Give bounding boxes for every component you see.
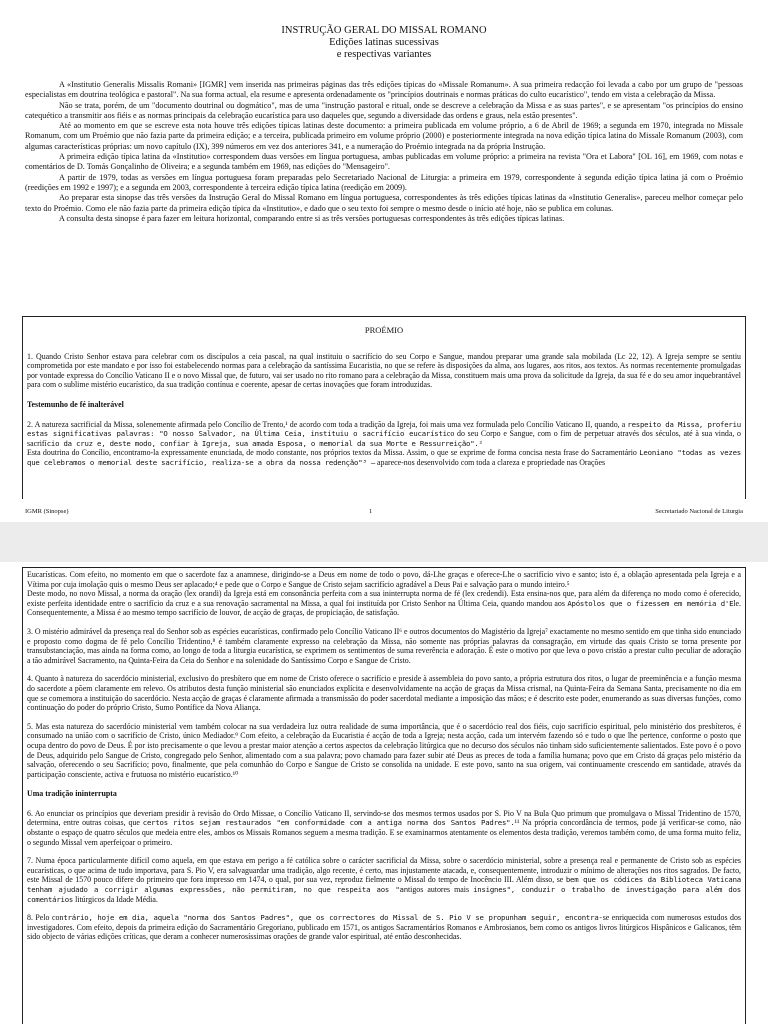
proemio-box: [22, 316, 746, 499]
handwritten-text: Leoniano "todas as vezes que celebramos o memorial deste sacrifício, realiza-se a obra da nossa redenção"³ –: [27, 448, 741, 467]
handwritten-text: bem que os códices da Biblioteca Vaticana tenham ajudado a corrigir algumas expressões, não permitiram, no que respeita aos "an: [27, 875, 741, 895]
paragraph-2-end: Deste modo, no novo Missal, a norma da oração (lex orandi) da Igreja está em consonância perfeita com a sua ininterrupta norma de fé (lex credendi). Esta ensina-nos que, para além da diferença no modo como é oferecido, existe perfeita identidade entre o sacrifício da cruz e a sua renovação sacramental na Missa, a qual foi instituída por Cristo Senhor na Última Ceia, quando mandou aos Apóstolos que o fizessem em memória d'Ele. Consequentemente, a Missa é ao mesmo tempo sacrifício de louvor, de acção de graças, de propiciação, de satisfação.: [27, 589, 741, 618]
document-subtitle: Edições latinas sucessivas: [329, 37, 439, 48]
paragraph-2-end: Eucarísticas. Com efeito, no momento em que o sacerdote faz a anamnese, dirigindo-se a Deus em nome de todo o povo, dá-Lhe graças e oferece-Lhe o sacrifício vivo e santo; isto é, a oblação apresentada pela Igreja e a Vítima por cuja imolação quis o mesmo Deus ser aplacado;⁴ e pede que o Corpo e Sangue de Cristo sejam sacrifício agradável a Deus Pai e salvação para o mundo inteiro.⁵: [27, 570, 741, 589]
intro-paragraph: Ao preparar esta sinopse das três versões da Instrução Geral do Missal Romano em língua portuguesa, correspondentes às três edições típicas latinas da «Institutio Generalis», pareceu melhor começar pelo texto do Proémio. Como ele não fazia parte da primeira edição típica da «Institutio», e dado que o seu texto foi sempre o mesmo desde o início até hoje, não se publica em colunas.: [25, 193, 743, 213]
paragraph-6: 6. Ao enunciar os princípios que deveriam presidir à revisão do Ordo Missae, o Concílio Vaticano II, servindo-se dos mesmos termos usados por S. Pio V na Bula Quo primum que promulgava o Missal Tridentino de 1570, determina, entre outras coisas, que certos ritos sejam restaurados "em conformidade com a antiga norma dos Santos Padres".¹¹ Na própria concordância de termos, pode já verificar-se como, não obstante o espaço de quatro séculos que medeia entre eles, ambos os Missais Romanos seguem a mesma tradição. E se examinarmos atentamente os elementos desta tradição, veremos também como, de uma forma muito feliz, o segundo Missal vem aperfeiçoar o primeiro.: [27, 808, 741, 847]
handwritten-text: certos ritos sejam restaurados "em conformidade com a antiga norma dos Santos Padres".: [142, 818, 515, 828]
intro-paragraph: Não se trata, porém, de um "documento doutrinal ou dogmático", mas de uma "instrução pastoral e ritual, onde se descreve a celebração da Missa e as suas partes", e se apresentam "os princípios do ensino catequético a transmitir aos fiéis e as normas principais da celebração eucarística para uso daqueles que, segundo a diversidade das ordens e graus, nela estão presentes".: [25, 100, 743, 120]
page-2: [0, 562, 768, 1024]
paragraph-4: 4. Quanto à natureza do sacerdócio ministerial, exclusivo do presbítero que em nome de Cristo oferece o sacrifício e preside à assembleia do povo santo, a própria estrutura dos ritos, o lugar de preeminência e a função mesma do sacerdote a põem claramente em relevo. Os atributos desta função ministerial são enunciados explícita e desenvolvidamente na acção de graças da Missa crismal, na Quinta-Feira da Semana Santa, precisamente no dia em que se comemora a instituição do sacerdócio. Nesta acção de graças é claramente afirmada a transmissão do poder sacerdotal mediante a imposição das mãos; e é descrito este poder, enumerando as suas diversas funções, como continuação do poder do próprio Cristo, Sumo Pontífice da Nova Aliança.: [27, 674, 741, 713]
proemio-box-continued: [22, 567, 746, 1024]
document-subtitle: e respectivas variantes: [336, 49, 432, 60]
paragraph-2-cont: Esta doutrina do Concílio, encontramo-la expressamente enunciada, de modo constante, nos próprios textos da Missa. Assim, o que se exprime de forma concisa nesta frase do Sacramentário Leoniano "todas as vezes que celebramos o memorial deste sacrifício, realiza-se a obra da nossa redenção"³ – aparece-nos desenvolvido com toda a clareza e propriedade nas Orações: [27, 448, 741, 467]
intro-paragraph: A partir de 1979, todas as versões em língua portuguesa foram preparadas pelo Secretariado Nacional de Liturgia: a primeira em 1979, correspondente à segunda edição típica latina já com o Proémio (reedições em 1992 e 1997); e a segunda em 2003, correspondente à terceira edição típica latina (reedição em 2009).: [25, 172, 743, 192]
page-gap: [0, 522, 768, 562]
paragraph-7: 7. Numa época particularmente difícil como aquela, em que estava em perigo a fé católica sobre o carácter sacrificial da Missa, sobre o sacerdócio ministerial, sobre a presença real e permanente de Cristo sob as espécies eucarísticas, o que acima de tudo importava, para S. Pio V, era salvaguardar uma tradição, algo recente, é certo, mas injustamente atacada, e, consequentemente, introduzir o mínimo de alterações nos ritos sagrados. De facto, este Missal de 1570 pouco difere do primeiro que fora impresso em 1474, o qual, por sua vez, reproduz fielmente o Missal do tempo de Inocêncio III. Além disso, se bem que os códices da Biblioteca Vaticana tenham ajudado a corrigir algumas expressões, não permitiram, no que respeita aos "antigos autores mais insignes", conduzir o trabalho de investigação para além dos comentários litúrgicos da Idade Média.: [27, 856, 742, 904]
introduction: [25, 80, 743, 224]
subheading: Testemunho de fé inalterável: [27, 399, 124, 409]
paragraph-2: 2. A natureza sacrificial da Missa, solenemente afirmada pelo Concílio de Trento,¹ de acordo com toda a tradição da Igreja, foi mais uma vez formulada pelo Concílio Vaticano II, quando, a respeito da Missa, proferiu estas significativas palavras: "O nosso Salvador, na Última Ceia, instituiu o sacrifício eucarístico do seu Corpo e Sangue, com o fim de perpetuar através dos séculos, até à sua vinda, o sacrifício da cruz e, deste modo, confiar à Igreja, sua amada Esposa, o memorial da sua Morte e Ressurreição".²: [27, 419, 741, 448]
footer-right: Secretariado Nacional de Liturgia: [655, 508, 743, 515]
subheading: Uma tradição ininterrupta: [27, 789, 117, 799]
paragraph-5: 5. Mas esta natureza do sacerdócio ministerial vem também colocar na sua verdadeira luz outra realidade de suma importância, que é o sacerdócio real dos fiéis, cujo sacrifício espiritual, pelo ministério dos presbíteros, é consumado na união com o sacrifício de Cristo, único Mediador.⁹ Com efeito, a celebração da Eucaristia é acção de toda a Igreja; nesta acção, cada um intervém fazendo só e tudo o que lhe pertence, conforme o posto que ocupa dentro do povo de Deus. É por isto precisamente o que levou a prestar maior atenção a certos aspectos da celebração litúrgica que no decurso dos séculos não tinham sido suficientemente salientados. Este povo é o povo de Deus, adquirido pelo Sangue de Cristo, congregado pelo Senhor, alimentado com a sua palavra; povo chamado para fazer subir até Deus as preces de toda a família humana; povo que em Cristo dá graças pelo mistério da salvação, oferecendo o seu Sacrifício; povo, finalmente, que pela comunhão do Corpo e Sangue de Cristo se consolida na unidade. E este povo, santo na sua origem, vai continuamente crescendo em santidade, através da participação consciente, activa e frutuosa no mistério eucarístico.¹⁰: [27, 721, 741, 779]
paragraph-3: 3. O mistério admirável da presença real do Senhor sob as espécies eucarísticas, confirmado pelo Concílio Vaticano II⁶ e outros documentos do Magistério da Igreja⁷ exactamente no mesmo sentido em que tinha sido enunciado e proposto como dogma de fé pelo Concílio Tridentino,⁸ é também claramente expresso na celebração da Missa, não somente nas próprias palavras da consagração, em virtude das quais Cristo se torna presente por transubstanciação, mas ainda na forma como, ao longo de toda a liturgia eucarística, se exprimem os sentimentos de suma reverência e adoração. É este o motivo por que leva o povo cristão a prestar culto peculiar de adoração a tão admirável Sacramento, na Quinta-Feira da Ceia do Senhor e na solenidade do Santíssimo Corpo e Sangue de Cristo.: [27, 626, 741, 665]
intro-paragraph: A primeira edição típica latina da «Institutio» correspondem duas versões em língua portuguesa, ambas publicadas em volume próprio: a primeira na revista "Ora et Labora" [OL 16], em 1969, com notas e comentários de D. Tomás Gonçalinho de Oliveira; e a segunda também em 1969, nas edições do "Mensageiro".: [25, 152, 743, 172]
handwritten-text: respeito da Missa, proferiu estas significativas palavras: "O nosso Salvador, na Última Ceia, instituiu o sacrifício eucarísti: [27, 419, 741, 439]
paragraph-1: 1. Quando Cristo Senhor estava para celebrar com os discípulos a ceia pascal, na qual instituiu o sacrifício do seu Corpo e Sangue, mandou preparar uma grande sala mobilada (Lc 22, 12). A Igreja sempre se sentiu comprometida por este mandato e por isso foi estabelecendo normas para a celebração da santíssima Eucaristia, no que se refere às disposições da alma, aos lugares, aos ritos, aos textos. As normas recentemente promulgadas por vontade expressa do Concílio Vaticano II e o novo Missal que, de futuro, vai ser usado no rito romano para a celebração da Missa, constituem mais uma prova da solicitude da Igreja, da sua fé e do seu amor inquebrantável para com o sublime mistério eucarístico, da sua tradição contínua e coerente, apesar de certas inovações que foram introduzidas.: [27, 351, 741, 390]
intro-paragraph: A «Institutio Generalis Missalis Romani» [IGMR] vem inserida nas primeiras páginas das três edições típicas do «Missale Romanum». A sua primeira redacção foi levada a cabo por um grupo de "pessoas especialistas em doutrina teológica e pastoral". Na sua forma actual, ela resume e apresenta ordenadamente os "princípios doutrinais e normas práticas do culto eucarístico", tendo em vista a celebração da Missa.: [25, 80, 743, 100]
title-block: [0, 25, 768, 61]
intro-paragraph: A consulta desta sinopse é para fazer em leitura horizontal, comparando entre si as três versões portuguesas correspondentes às três edições típicas latinas.: [59, 213, 565, 223]
document-title: INSTRUÇÃO GERAL DO MISSAL ROMANO: [281, 25, 487, 36]
page-number: 1: [369, 508, 373, 515]
footer-left: IGMR (Sinopse): [25, 508, 69, 515]
handwritten-text: Apóstolos que o fizessem em memória d'E: [567, 598, 734, 608]
handwritten-text: trário, hoje em dia, aquela "norma dos Santos Padres", que os correctores do Missal de S. Pio V se propunham seguir, encontra-: [63, 913, 603, 923]
paragraph-8: 8. Pelo contrário, hoje em dia, aquela "norma dos Santos Padres", que os correctores do Missal de S. Pio V se propunham seguir, encontra-se enriquecida com numerosos estudos dos investigadores. Com efeito, depois da primeira edição do Sacramentário Gregoriano, publicado em 1571, os antigos Sacramentários Romanos e Ambrosianos, bem como os antigos livros litúrgicos Hispânicos e Galicanos, têm sido objecto de várias edições críticas, que deram a conhecer numerosíssimas orações de grande valor espiritual, até então desconhecidas.: [27, 913, 741, 942]
handwritten-text: cio da cruz e, deste modo, confiar à Igreja, sua amada Esposa, o memorial da sua Morte e Ressurreição".²: [46, 438, 483, 448]
section-title: PROÉMIO: [364, 325, 404, 335]
intro-paragraph: Até ao momento em que se escreve esta nota houve três edições típicas latinas deste documento: a primeira publicada em volume próprio, a 6 de Abril de 1969; a segunda em 1970, integrada no Missale Romanum, com um Proémio que não fazia parte da primeira edição; e a terceira, publicada primeiro em volume próprio (2000) e posteriormente integrada na nova edição típica latina do Missale Romanum (2003), com algumas características próprias: um novo capítulo (IX), 399 números em vez dos anteriores 341, e a numeração do Proémio integrada na da própria Instrução.: [25, 121, 743, 151]
handwritten-text: insignes", conduzir o trabalho de investigação para além dos comentários: [27, 885, 742, 904]
